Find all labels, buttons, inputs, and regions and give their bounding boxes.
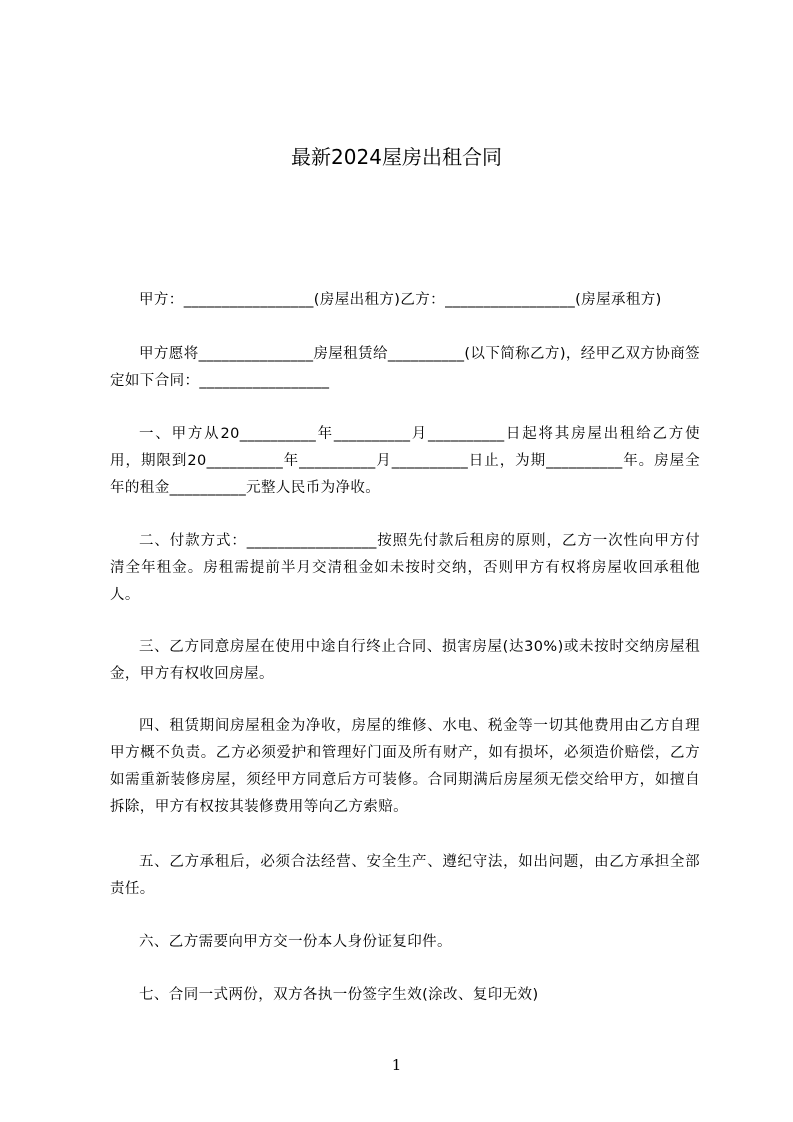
clause-2: 二、付款方式：_________________按照先付款后租房的原则，乙方一次性向甲方付清全年租金。房租需提前半月交清租金如未按时交纳，否则甲方有权将房屋收回承租他人。 (110, 533, 700, 603)
intro-paragraph: 甲方愿将_______________房屋租赁给__________(以下简称乙方)，经甲乙双方协商签定如下合同：_________________ (110, 346, 700, 389)
clause-3: 三、乙方同意房屋在使用中途自行终止合同、损害房屋(达30%)或未按时交纳房屋租金，甲方有权收回房屋。 (110, 639, 700, 682)
parties-line: 甲方：_________________(房屋出租方)乙方：_________________(房屋承租方) (139, 292, 662, 308)
clause-1: 一、甲方从20__________年__________月__________日起将其房屋出租给乙方使用，期限到20__________年__________月__________日止，为期__________年。房屋全年的租金__________元整人民币为净收。 (110, 426, 700, 496)
page-number: 1 (391, 1056, 402, 1074)
clause-7: 七、合同一式两份，双方各执一份签字生效(涂改、复印无效) (139, 987, 539, 1003)
clause-6: 六、乙方需要向甲方交一份本人身份证复印件。 (139, 934, 452, 950)
clause-5: 五、乙方承租后，必须合法经营、安全生产、遵纪守法，如出问题，由乙方承担全部责任。 (110, 854, 700, 897)
clause-4: 四、租赁期间房屋租金为净收，房屋的维修、水电、税金等一切其他费用由乙方自理甲方概不负责。乙方必须爱护和管理好门面及所有财产，如有损坏，必须造价赔偿，乙方如需重新装修房屋，须经甲方同意后方可装修。合同期满后房屋须无偿交给甲方，如擅自拆除，甲方有权按其装修费用等向乙方索赔。 (110, 718, 700, 815)
document-title: 最新2024屋房出租合同 (291, 145, 502, 169)
